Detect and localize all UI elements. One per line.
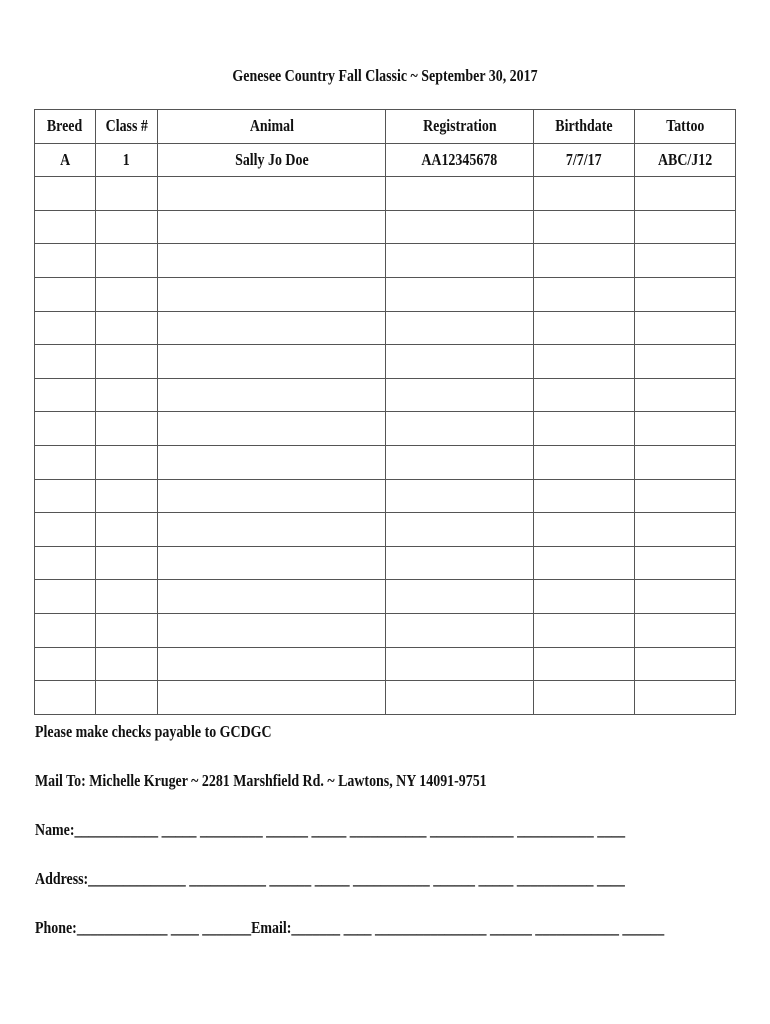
blank-entry-row	[35, 345, 736, 379]
table-header-row	[35, 110, 736, 144]
cell-animal[interactable]	[158, 244, 386, 278]
blank-entry-row	[35, 244, 736, 278]
cell-registration[interactable]	[386, 378, 534, 412]
cell-class[interactable]	[96, 177, 158, 211]
cell-birthdate[interactable]	[534, 412, 635, 446]
cell-tattoo[interactable]	[635, 378, 736, 412]
cell-birthdate[interactable]	[534, 177, 635, 211]
cell-breed[interactable]	[35, 345, 96, 379]
cell-class[interactable]	[96, 378, 158, 412]
checks-payable-note: Please make checks payable to GCDGC	[35, 722, 272, 741]
cell-registration[interactable]	[386, 345, 534, 379]
cell-breed[interactable]	[35, 479, 96, 513]
cell-breed[interactable]	[35, 613, 96, 647]
column-header-breed: Breed	[35, 110, 96, 144]
blank-entry-row	[35, 546, 736, 580]
blank-entry-row	[35, 681, 736, 715]
cell-breed[interactable]	[35, 277, 96, 311]
cell-birthdate[interactable]	[534, 513, 635, 547]
cell-animal[interactable]	[158, 513, 386, 547]
cell-registration[interactable]	[386, 613, 534, 647]
cell-animal[interactable]	[158, 412, 386, 446]
cell-birthdate[interactable]	[534, 378, 635, 412]
cell-class[interactable]	[96, 647, 158, 681]
cell-class[interactable]	[96, 210, 158, 244]
cell-breed[interactable]	[35, 210, 96, 244]
cell-registration[interactable]	[386, 479, 534, 513]
cell-class[interactable]	[96, 277, 158, 311]
cell-animal[interactable]	[158, 311, 386, 345]
cell-tattoo[interactable]	[635, 277, 736, 311]
blank-entry-row	[35, 613, 736, 647]
cell-animal[interactable]	[158, 580, 386, 614]
cell-animal[interactable]	[158, 177, 386, 211]
cell-class[interactable]	[96, 244, 158, 278]
cell-birthdate[interactable]	[534, 681, 635, 715]
blank-entry-row	[35, 647, 736, 681]
cell-birthdate[interactable]	[534, 580, 635, 614]
cell-animal[interactable]	[158, 647, 386, 681]
cell-animal[interactable]	[158, 445, 386, 479]
sample-row	[35, 143, 736, 177]
cell-breed[interactable]	[35, 681, 96, 715]
cell-class[interactable]	[96, 479, 158, 513]
cell-tattoo[interactable]	[635, 580, 736, 614]
cell-birthdate[interactable]: 7/7/17	[534, 143, 635, 177]
cell-breed[interactable]	[35, 647, 96, 681]
cell-registration[interactable]	[386, 311, 534, 345]
cell-tattoo[interactable]	[635, 210, 736, 244]
cell-breed[interactable]	[35, 546, 96, 580]
cell-animal[interactable]	[158, 277, 386, 311]
cell-animal[interactable]	[158, 210, 386, 244]
cell-birthdate[interactable]	[534, 244, 635, 278]
cell-animal[interactable]	[158, 546, 386, 580]
cell-class[interactable]	[96, 513, 158, 547]
cell-breed[interactable]: A	[35, 143, 96, 177]
cell-birthdate[interactable]	[534, 277, 635, 311]
cell-class[interactable]	[96, 311, 158, 345]
cell-tattoo[interactable]	[635, 311, 736, 345]
cell-registration[interactable]	[386, 412, 534, 446]
cell-breed[interactable]	[35, 311, 96, 345]
cell-animal[interactable]	[158, 479, 386, 513]
cell-registration[interactable]	[386, 210, 534, 244]
name-field[interactable]: Name:____________ _____ _________ ______ _____ ___________ ____________ ___________ ____	[35, 820, 626, 839]
cell-birthdate[interactable]	[534, 546, 635, 580]
column-header-registration: Registration	[386, 110, 534, 144]
cell-animal[interactable]	[158, 345, 386, 379]
cell-tattoo[interactable]	[635, 513, 736, 547]
cell-tattoo[interactable]	[635, 445, 736, 479]
blank-entry-row	[35, 412, 736, 446]
cell-class[interactable]	[96, 613, 158, 647]
blank-entry-row	[35, 311, 736, 345]
blank-entry-row	[35, 277, 736, 311]
cell-breed[interactable]	[35, 513, 96, 547]
cell-birthdate[interactable]	[534, 647, 635, 681]
column-header-class: Class #	[96, 110, 158, 144]
column-header-animal: Animal	[158, 110, 386, 144]
blank-entry-row	[35, 479, 736, 513]
cell-registration[interactable]	[386, 177, 534, 211]
cell-registration[interactable]	[386, 277, 534, 311]
blank-entry-row	[35, 445, 736, 479]
cell-breed[interactable]	[35, 177, 96, 211]
blank-entry-row	[35, 378, 736, 412]
cell-animal[interactable]	[158, 681, 386, 715]
cell-animal[interactable]	[158, 378, 386, 412]
cell-registration[interactable]	[386, 647, 534, 681]
cell-registration[interactable]	[386, 546, 534, 580]
cell-breed[interactable]	[35, 244, 96, 278]
cell-breed[interactable]	[35, 378, 96, 412]
cell-tattoo[interactable]	[635, 613, 736, 647]
cell-animal[interactable]: Sally Jo Doe	[158, 143, 386, 177]
phone-email-field[interactable]: Phone:_____________ ____ _______Email:_______ ____ ________________ ______ ____________ ______	[35, 918, 665, 937]
address-field[interactable]: Address:______________ ___________ ______ _____ ___________ ______ _____ ___________ ____	[35, 869, 625, 888]
cell-birthdate[interactable]	[534, 210, 635, 244]
cell-birthdate[interactable]	[534, 445, 635, 479]
cell-tattoo[interactable]	[635, 345, 736, 379]
cell-breed[interactable]	[35, 445, 96, 479]
entry-table	[34, 109, 736, 715]
cell-birthdate[interactable]	[534, 345, 635, 379]
cell-animal[interactable]	[158, 613, 386, 647]
cell-tattoo[interactable]	[635, 546, 736, 580]
cell-birthdate[interactable]	[534, 479, 635, 513]
mail-to-address: Mail To: Michelle Kruger ~ 2281 Marshfield Rd. ~ Lawtons, NY 14091-9751	[35, 771, 487, 790]
blank-entry-row	[35, 177, 736, 211]
cell-class[interactable]	[96, 580, 158, 614]
column-header-birthdate: Birthdate	[534, 110, 635, 144]
cell-registration[interactable]	[386, 681, 534, 715]
cell-tattoo[interactable]	[635, 177, 736, 211]
cell-breed[interactable]	[35, 580, 96, 614]
cell-registration[interactable]	[386, 244, 534, 278]
cell-tattoo[interactable]	[635, 479, 736, 513]
blank-entry-row	[35, 580, 736, 614]
column-header-tattoo: Tattoo	[635, 110, 736, 144]
cell-class[interactable]	[96, 345, 158, 379]
cell-class[interactable]: 1	[96, 143, 158, 177]
cell-class[interactable]	[96, 681, 158, 715]
cell-tattoo[interactable]	[635, 681, 736, 715]
blank-entry-row	[35, 210, 736, 244]
cell-registration[interactable]	[386, 445, 534, 479]
cell-tattoo[interactable]	[635, 647, 736, 681]
cell-birthdate[interactable]	[534, 613, 635, 647]
cell-registration[interactable]: AA12345678	[386, 143, 534, 177]
cell-breed[interactable]	[35, 412, 96, 446]
cell-class[interactable]	[96, 546, 158, 580]
cell-class[interactable]	[96, 412, 158, 446]
form-title: Genesee Country Fall Classic ~ September 30, 2017	[232, 66, 538, 85]
cell-tattoo[interactable]	[635, 412, 736, 446]
blank-entry-row	[35, 513, 736, 547]
cell-birthdate[interactable]	[534, 311, 635, 345]
cell-registration[interactable]	[386, 580, 534, 614]
cell-tattoo[interactable]	[635, 244, 736, 278]
cell-tattoo[interactable]: ABC/J12	[635, 143, 736, 177]
cell-class[interactable]	[96, 445, 158, 479]
cell-registration[interactable]	[386, 513, 534, 547]
